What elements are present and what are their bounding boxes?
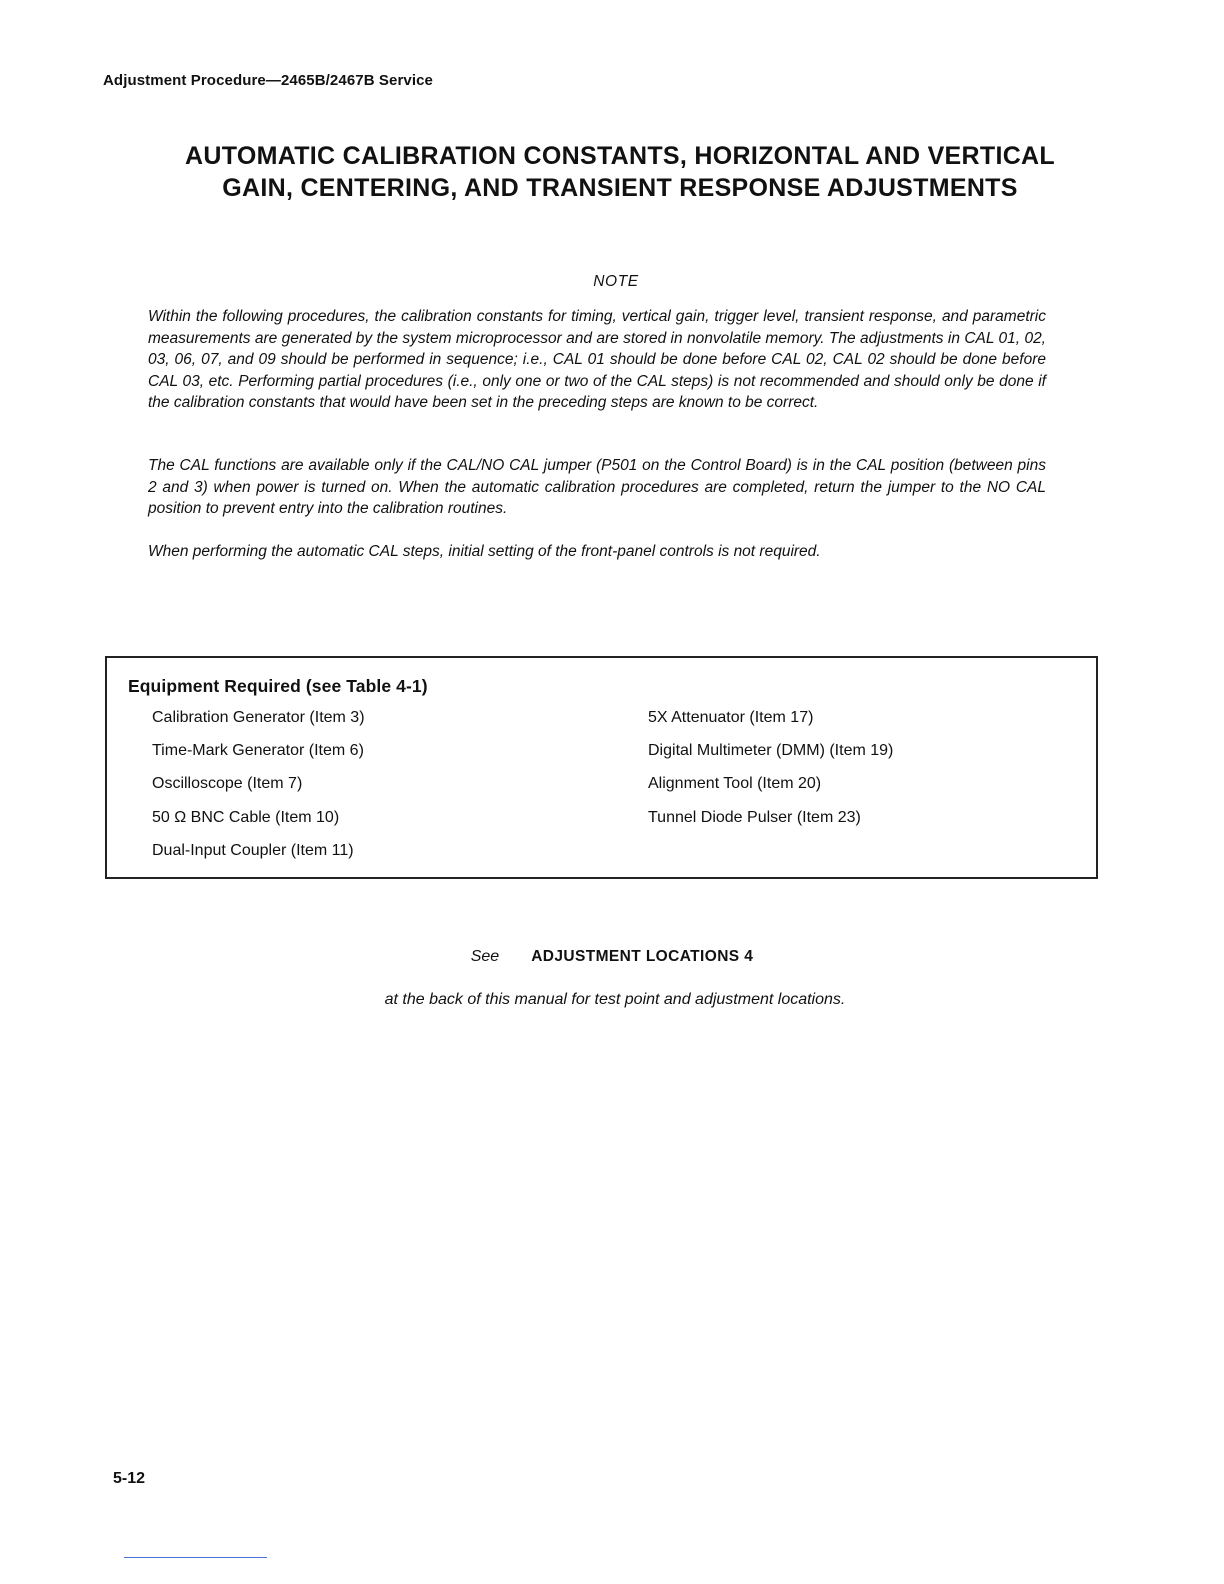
note-heading: NOTE [593, 273, 639, 290]
section-title-line-2: GAIN, CENTERING, AND TRANSIENT RESPONSE ADJUSTMENTS [222, 174, 1018, 202]
equipment-item: Alignment Tool (Item 20) [648, 775, 822, 793]
equipment-list-left [152, 708, 365, 874]
equipment-item: Calibration Generator (Item 3) [152, 709, 365, 726]
note-paragraph-front-panel: When performing the automatic CAL steps, initial setting of the front-panel controls is not required. [148, 543, 821, 560]
equipment-item: 5X Attenuator (Item 17) [648, 709, 814, 726]
adjustment-locations-reference: ADJUSTMENT LOCATIONS 4 [531, 948, 754, 965]
back-of-manual-note: at the back of this manual for test point and adjustment locations. [384, 991, 846, 1008]
section-title-line-1: AUTOMATIC CALIBRATION CONSTANTS, HORIZONTAL AND VERTICAL [185, 142, 1055, 170]
footer-rule [124, 1557, 267, 1558]
equipment-item: Tunnel Diode Pulser (Item 23) [648, 808, 861, 826]
equipment-item: Time-Mark Generator (Item 6) [152, 742, 364, 760]
equipment-required-box [105, 656, 1098, 879]
note-paragraph-calibration-constants: Within the following procedures, the calibration constants for timing, vertical gain, trigger level, transient response, and parametric measurements are generated by the system microprocessor and are stored in nonvolatile memory. The adjustments in CAL 01, 02, 03, 06, 07, and 09 should be performed in sequence; i.e., CAL 01 should be done before CAL 02, CAL 02 should be done before CAL 03, etc. Performing partial procedures (i.e., only one or two of the CAL steps) is not recommended and should only be done if the calibration constants that would have been set in the preceding steps are known to be correct. [148, 308, 1046, 411]
see-reference [0, 948, 1224, 966]
section-title [120, 140, 1120, 204]
equipment-item: Dual-Input Coupler (Item 11) [152, 841, 354, 859]
equipment-item: 50 Ω BNC Cable (Item 10) [152, 808, 340, 826]
page-number: 5-12 [113, 1470, 146, 1487]
running-header: Adjustment Procedure—2465B/2467B Service [103, 72, 433, 89]
equipment-item: Digital Multimeter (DMM) (Item 19) [648, 742, 894, 760]
note-paragraph-cal-jumper: The CAL functions are available only if the CAL/NO CAL jumper (P501 on the Control Board) is in the CAL position (between pins 2 and 3) when power is turned on. When the automatic calibration procedures are completed, return the jumper to the NO CAL position to prevent entry into the calibration routines. [148, 457, 1046, 517]
equipment-required-title: Equipment Required (see Table 4-1) [128, 676, 428, 696]
equipment-list-right [648, 708, 893, 841]
equipment-item: Oscilloscope (Item 7) [152, 775, 303, 793]
see-word: See [470, 948, 500, 965]
